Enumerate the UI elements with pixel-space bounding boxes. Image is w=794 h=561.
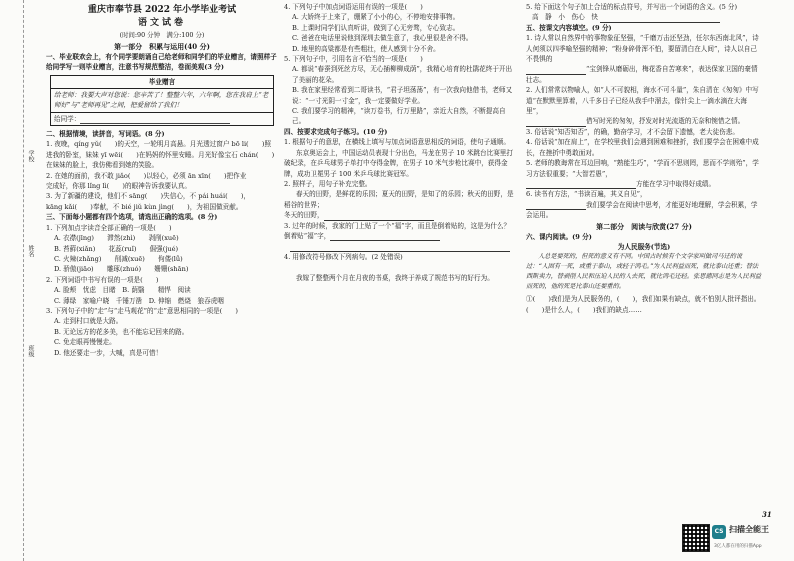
answer-line[interactable]	[526, 202, 586, 210]
camscanner-logo-icon: CS	[712, 525, 726, 539]
option[interactable]: A. 走到村口就是大路。	[54, 317, 123, 326]
margin-label-school: 学校	[27, 150, 34, 162]
exam-title: 重庆市奉节县 2022 年小学毕业考试	[87, 5, 237, 15]
column-right	[526, 0, 762, 315]
binding-margin	[4, 0, 44, 561]
section-4: 四、按要求完成句子练习。(10 分)	[284, 127, 388, 136]
margin-label-name: 姓名	[27, 245, 34, 257]
q42-blank-label: 冬天的田野，	[284, 211, 324, 220]
question-4-3: 3. 过年的时候，我家的门上贴了一个“福”字，而且是倒着贴的，这是为什么？	[284, 221, 511, 230]
option[interactable]: C. 我们要学习的精神，“读万卷书，行万里路”，亲近大自然，不断提高自己。	[292, 107, 506, 126]
option[interactable]: C. 免走眼再慢慢走。	[54, 338, 116, 347]
q43-row	[284, 231, 516, 241]
s2-line: 完成好，你那 lǐng lì( )的眼神告诉我要认真。	[46, 182, 191, 191]
question-6-1: ①( )我们是为人民服务的，( )，我们如果有缺点，就不怕别人批评指出。( )是什么人，( )我们的缺点……	[526, 295, 761, 314]
option[interactable]: B. 无论远方的花多美，也不能忘记回来的路。	[54, 327, 189, 336]
question-4: 4. 下列句子中加点词语运用有误的一项是( )	[284, 3, 423, 11]
farewell-box-title: 毕业赠言	[51, 76, 273, 89]
question-3-3: 3. 下列句子中的“走”与“走马观花”的“走”意思相同的一项是( )	[46, 306, 239, 315]
q5-2b	[526, 116, 762, 126]
s2-line: 进我的卧室，妹妹 yī wēi( )在妈妈的怀里安睡。月光好像宝石 chán( )	[46, 150, 275, 159]
q5-5b-text: 方能在学习中取得好成绩。	[636, 179, 716, 188]
farewell-box-sign	[51, 112, 273, 125]
part-two-heading: 第二部分 阅读与欣赏(27 分)	[596, 221, 692, 231]
s2-line: 3. 为了新疆的建设，他们不 sāng( )失信心，不 pái huái( )，	[46, 192, 251, 201]
option[interactable]: C. 薄绿 家喻户晓 千锤万凿 D. 伸缩 燃烧 狼吞虎咽	[54, 296, 224, 305]
option[interactable]: B. 上课时同学们认真听讲，做到了心无旁骛，专心致志。	[292, 23, 460, 32]
qr-code-icon	[682, 524, 710, 552]
q5-1b	[526, 64, 762, 85]
q42-example: 春天的田野，是鲜花的乐园；夏天的田野，是知了的乐园；秋天的田野，是稻谷的世界；	[284, 190, 514, 209]
option[interactable]: B. 我在家里经常看到二哥读书，“君子坦荡荡”，有一次我向他借书，老师又说：“一寸光阴一寸金”，我一定要做好学业。	[292, 86, 513, 105]
answer-line[interactable]	[330, 233, 440, 241]
q5-6b	[526, 200, 762, 221]
part-one-heading: 第一部分 积累与运用(40 分)	[114, 42, 210, 51]
q5-5b	[526, 179, 762, 189]
option[interactable]: D. 他还要走一步，大喊，真是可惜！	[54, 348, 163, 357]
q5-2: 2. 人们常常以物喻人，如“人不可貌相，海水不可斗量”，朱自清在《匆匆》中写道“在默默里算着，八千多日子已经从我手中溜去，像针尖上一滴水滴在大海里”，	[526, 86, 759, 116]
q5-5: 5. 老师的教诲常在耳边回响，“熟能生巧”，“学而不思则罔，思而不学则殆”，学习方法很重要；“大智若愚”，	[526, 159, 759, 178]
q5-word-list: 高 静 小 伤心 快	[532, 13, 598, 22]
sign-label: 给同学：	[54, 114, 81, 123]
option[interactable]: A. 脸颊 忧虑 目睹 B. 荫翳 精悍 阅读	[54, 286, 191, 295]
question-3-1: 1. 下列加点字读音全部正确的一项是( )	[46, 223, 172, 232]
margin-label-class: 班级	[27, 345, 34, 357]
q5-2b-text: 借写时光的匆匆，抒发对时光流逝的无奈和惋惜之情。	[586, 117, 745, 126]
faulty-sentence: 我嫁了整整两个月在月夜的书桌，我终于养成了规范书写的好行为。	[296, 273, 494, 282]
answer-line[interactable]	[526, 119, 586, 127]
q5-6: 6. 读书有方法，“书读百遍，其义自见”，	[526, 190, 647, 199]
answer-line[interactable]	[600, 15, 720, 23]
q5-words	[526, 12, 762, 22]
section-2: 二、根据情境，读拼音，写词语。(8 分)	[46, 130, 165, 139]
s2-line: 在妹妹的脸上，我仿佛看到她的笑脸。	[46, 161, 159, 170]
section-5: 五、按课文内容填空。(9 分)	[526, 23, 612, 32]
answer-line[interactable]	[290, 242, 510, 252]
page-number: 31	[762, 510, 772, 519]
question-5: 5. 下列句子中，引用名言不恰当的一项是( )	[284, 55, 423, 64]
q5-1: 1. 诗人常以自然界中的事物象征坚强，“千磨万击还坚劲，任尔东西南北风”，诗人何须以四季喻坚强的精神；“粉身碎骨浑不怕，要留清白在人间”，诗人以自己不畏惧的	[526, 34, 759, 64]
q43-label: 倒着贴“福”字，	[284, 231, 331, 240]
question-5-punct: 5. 给下面这个句子加上合适的标点符号，并写出一个词语的含义。(5 分)	[526, 3, 738, 11]
reading-passage: 人总是要死的，但死的意义有不同。中国古时候有个文学家叫做司马迁的说过：“人固有一死，或重于泰山，或轻于鸿毛。”为人民利益而死，就比泰山还重；替法西斯卖力，替剥削人民和压迫人民的人去死，就比鸿毛还轻。张思德同志是为人民利益而死的，他的死是比泰山还要重的。	[526, 253, 762, 291]
option[interactable]: A. 大娇终于上来了，绷紧了小小的心，不停地安排事物。	[292, 13, 460, 22]
farewell-box	[50, 75, 274, 126]
scanner-app-tagline: 3亿人都在用的扫描App	[714, 544, 762, 549]
q42-blank-row	[284, 210, 516, 220]
cut-line	[23, 0, 24, 561]
answer-line[interactable]	[526, 181, 636, 189]
answer-line[interactable]	[80, 116, 230, 124]
farewell-box-body: 给老师：我要大声对您说：您辛苦了！整整六年，六年啊，您在我肩上“老师好”与“老师再见”之间，把爱留给了我们！	[54, 90, 269, 110]
q5-4: 4. 俗话说“加在肩上”，在学校里我们会遇到困难和挫折，我们要学会在困难中成长，在挫折中勇敢面对。	[526, 138, 759, 157]
s2-line: 1. 夜晚，qíng yǔ( )的天空，一轮明月高悬。月光透过窗户 bō li( )照	[46, 140, 271, 149]
column-middle	[284, 0, 516, 283]
scanner-app-name: 扫描全能王	[729, 525, 769, 534]
answer-line[interactable]	[324, 213, 434, 221]
option[interactable]: D. 骄傲(jiāo) 雕琢(zhuó) 姗姗(shān)	[54, 265, 189, 274]
q5-3: 3. 俗话说“知否知否”，的确，勤奋学习，才不会留下遗憾，老大徒伤悲。	[526, 127, 739, 136]
column-left	[46, 0, 278, 358]
option[interactable]: B. 苔藓(xiǎn) 花蕊(ruǐ) 倔强(jué)	[54, 244, 179, 253]
s2-line: kāng kǎi( )奉献，不 bié jiǔ kùn jìng( )，为祖国做贡献。	[46, 202, 243, 211]
question-4-4: 4. 用修改符号修改下列病句。(2 处错误)	[284, 253, 403, 262]
q5-1b-text: “宝剑锋从磨砺出，梅花香自苦寒来”，表达保家卫国的豪情壮志。	[526, 65, 758, 84]
section-6: 六、课内阅读。(9 分)	[526, 232, 592, 241]
section-3: 三、下面每小题都有四个选项，请选出正确的选项。(8 分)	[46, 213, 218, 222]
option[interactable]: A. 衣襟(jīng) 滞然(zhì) 剥削(xuē)	[54, 234, 179, 243]
option[interactable]: C. 火辣(zhǎng) 削减(xuē) 佝偻(lǚ)	[54, 254, 183, 263]
question-4-2: 2. 照样子，用句子补充完整。	[284, 179, 372, 188]
question-3-2: 2. 下列词语中书写有误的一项是( )	[46, 275, 159, 284]
option[interactable]: C. 爸爸在电话里说他到深圳去做生意了，我心里很是舍不得。	[292, 34, 473, 43]
exam-subtitle: 语文试卷	[137, 18, 186, 28]
passage-title: 为人民服务(节选)	[617, 242, 671, 251]
section-1: 一、毕业联欢会上，有个同学要朗诵自己给老师和同学们的毕业赠言，请照样子给同学写一则毕业赠言，注意书写规范整洁，卷面美观(3 分)	[46, 53, 277, 72]
s2-line: 2. 在她的面前，我不敢 jiǎo( )以轻心，必须 ān xīn( )把作业	[46, 171, 247, 180]
option[interactable]: D. 地里的高粱都是有些粗壮，使人感到十分不舍。	[292, 44, 440, 53]
olympics-passage: 东京奥运会上，中国运动员表现十分出色，马龙在男子 10 米跳台比赛里打破纪录，在乒乓球男子单打中夺得金牌，在男子 10 米气步枪比赛中，获得金牌，成功卫冕男子 100 米乒乓球比赛冠军。	[284, 148, 513, 178]
q5-6b-text: 我们要学会在阅读中思考，才能更好地理解，学会积累，学会运用。	[526, 200, 758, 220]
option[interactable]: A. 都说“春蚕到死丝方尽，无心插柳柳成荫”，我精心培育的杜鹃花终于开出了美丽的花朵。	[292, 65, 513, 84]
question-4-1: 1. 根据句子的意思，在横线上填写与加点词语意思相反的词语，使句子通顺。	[284, 138, 510, 147]
exam-meta: (时间:90 分钟 满分:100 分)	[119, 31, 205, 39]
answer-line[interactable]	[526, 67, 586, 75]
